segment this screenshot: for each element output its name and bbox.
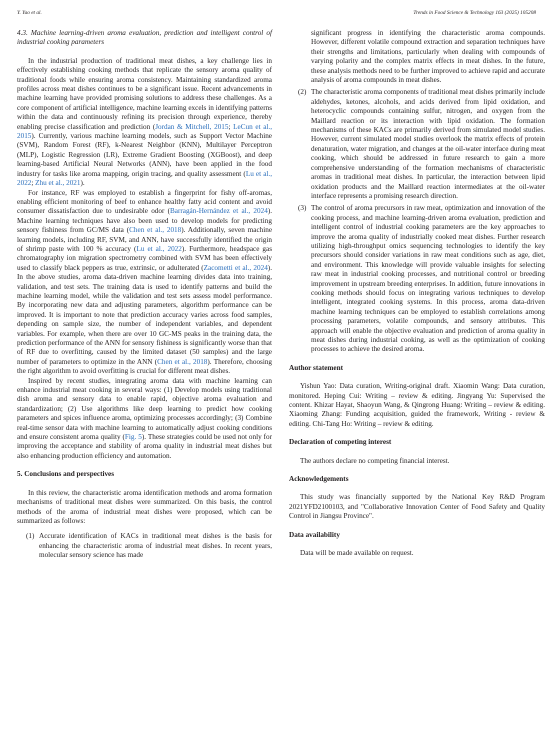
paragraph bbox=[17, 189, 272, 377]
citation-link[interactable]: Chen et al., 2018 bbox=[129, 226, 182, 235]
section-title: 5. Conclusions and perspectives bbox=[17, 470, 115, 479]
list-text: significant progress in identifying the characteristic aroma compounds. However, different volatile compound extraction and separation techniques have their strengths and limitations, particularly when dealing with compounds of varying polarity and the complex matrix effects in meat dishes. In the future, these analysis methods need to be further improved to achieve rapid and accurate analysis of aroma compounds in meat dishes. bbox=[311, 29, 545, 85]
text-run: ). bbox=[80, 179, 85, 188]
right-column bbox=[289, 29, 545, 559]
subsection-title: 4.3. Machine learning-driven aroma evaluation, prediction and intelligent control of industrial cooking parameters bbox=[17, 29, 272, 47]
citation-link[interactable]: Lu et al., 2022 bbox=[136, 244, 182, 253]
citation-link[interactable]: Barragán-Hernández et al., 2024 bbox=[169, 207, 268, 216]
citation-link[interactable]: Lu et al., 2022 bbox=[17, 169, 272, 188]
citation-link[interactable]: Jordan & Mitchell, 2015 bbox=[155, 122, 229, 131]
text-run: Inspired by recent studies, integrating aroma data with machine learning can enhance industrial meat cooking in several ways: (1) Develop models using traditional dish aroma and sensory data to enable rapid, objective aroma evaluation and standardization; (2) Use algorithms like deep learning to predict how cooking parameters and spices influence aroma, optimizing processes accordingly; (3) Combine real-time sensor data with machine learning to automatically adjust cooking conditions and ensure consistent aroma quality ( bbox=[17, 376, 272, 442]
running-header bbox=[17, 10, 536, 20]
citation-link[interactable]: Zacometti et al., 2024 bbox=[203, 263, 268, 272]
text-run: ). Currently, various machine learning models, such as Support Vector Machine (SVM), Random Forest (RF), k-Nearest Neighbor (KNN), Multilayer Perceptron (MLP), Logistic Regression (LR), Extreme Gradient Boosting (XGBoost), and deep learning-based Artificial Neural Networks (ANN), have been applied in the food industry for tasks like aroma mapping, origin tracing, and quality assessment ( bbox=[17, 132, 272, 178]
text-run: ; bbox=[31, 179, 36, 188]
list-number: (2) bbox=[298, 88, 307, 97]
paragraph bbox=[17, 377, 272, 462]
list-number: (1) bbox=[26, 532, 35, 541]
text-run: ). These strategies could be used not only for improving the acceptance and stability of aroma quality in industrial meat dishes but also enhancing production efficiency and automation. bbox=[17, 433, 272, 460]
list-number: (3) bbox=[298, 204, 307, 213]
list-text: The characteristic aroma components of traditional meat dishes primarily include aldehydes, ketones, alcohols, and acids derived from lipid oxidation, and heterocyclic compounds containing sulfur, nitrogen, and oxygen from the Maillard reaction or its interaction with lipid oxidation. The formation mechanisms of these KACs are primarily derived from simulated model studies. However, current simulated model studies overlook the matrix effects of protein denaturation, water migration, and changes at the oil-water interface during meat cooking, which should be addressed in future research to gain a more comprehensive understanding of the formation mechanisms of characteristic aromas in traditional meat dishes. In particular, the interaction between lipid oxidation products and the Maillard reaction intermediates at the oil-water interface represents a promising research direction. bbox=[311, 88, 545, 200]
text-run: In the industrial production of traditional meat dishes, a key challenge lies in effectively establishing cooking methods that replicate the sensory aroma quality of traditional foods while ensuring aroma consistency. Maintaining standardized aroma profiles across meat dishes continues to be a significant issue. Recent advancements in machine learning have provided promising solutions to address these challenges. As a core component of artificial intelligence, machine learning excels in identifying patterns within the data and continuously refining its precision through experience, thereby enabling precise classification and prediction ( bbox=[17, 56, 272, 131]
list-item bbox=[17, 532, 272, 560]
acknowledgements-title: Acknowledgements bbox=[289, 475, 349, 484]
competing-interest-text: The authors declare no competing financial interest. bbox=[300, 456, 450, 465]
list-text: The control of aroma precursors in raw meat, optimization and innovation of the cooking process, and machine learning-driven aroma evaluation, prediction and intelligent control of industrial cooking parameters are the key approaches to improve the aroma quality of industrially cooked meat dishes. Further research utilizing high-throughput omics sequencing technologies to identify the key precursors should consider variations in raw meat conditions such as age, diet, and environment. This knowledge will provide valuable insights for selecting raw meat in industrial cooking processes, and nutritional control or breeding improvement in upstream breeding enterprises. In addition, future innovations in cooking methods should focus on integrating various techniques to develop intelligent, integrated cooking systems. In this process, aroma data-driven machine learning techniques can be employed to establish correlations among processing parameters, volatile compounds, and sensory attributes. This approach will enable the objective evaluation and prediction of aroma quality in meat dishes during industrial cooking, as well as the optimization of cooking processes to achieve the desired aroma. bbox=[311, 204, 545, 354]
list-item bbox=[289, 88, 545, 201]
header-authors: Y. Yao et al. bbox=[17, 10, 42, 16]
text-run: ). Additionally, seven machine learning models, including RF, SVM, and ANN, have successfully identified the origin of shrimp paste with 100 % accuracy ( bbox=[17, 226, 273, 253]
text-run: ). Furthermore, headspace gas chromatography ion migration spectrometry combined with SVM has been effectively used to classify black peppers as true, extrinsic, or adulterated ( bbox=[17, 244, 273, 272]
author-statement-text: Yishun Yao: Data curation, Writing-original draft. Xiaomin Wang: Data curation, monitored. Heping Cui: Writing – review & editing. Jingyang Yu: Supervised the content. Khizar Hayat, Shaoyun Wang, & Qingrong Huang: Writing – review & editing. Xiaoming Zhang: Funding acquisition, guided the framework, Writing - review & editing. Chi-Tang Ho: Writing – review & editing. bbox=[289, 382, 545, 428]
author-statement-title: Author statement bbox=[289, 363, 343, 372]
paragraph bbox=[17, 57, 272, 189]
list-text: Accurate identification of KACs in traditional meat dishes is the basis for enhancing the characteristic aroma of industrial meat dishes. In recent years, molecular sensory science has made bbox=[39, 532, 272, 560]
data-availability-title: Data availability bbox=[289, 530, 340, 539]
conclusion-list bbox=[17, 532, 272, 560]
acknowledgements-text: This study was financially supported by the National Key R&D Program 2021YFD2100103, and "Collaborative Innovation Center of Food Safety and Quality Control in Jiangsu Province". bbox=[289, 493, 545, 521]
text-run: ). In the above studies, aroma data-driven machine learning divides data into training, validation, and test sets. The training data is used to identify patterns and build the machine learning model, while the validation and test sets assess model performance. By incorporating new data and adjusting parameters, algorithm performance can be improved. It is important to note that prediction accuracy varies across food samples, depending on sample size, the number of independent variables, and dependent variables. For example, when there are over 10 GC-MS peaks in the training data, the prediction performance of the ANN for sensory fishiness is significantly worse than that of RF due to overfitting, caused by the limited dataset (50 samples) and the large number of parameters to optimize in the ANN ( bbox=[17, 263, 272, 366]
text-run: ; bbox=[228, 122, 234, 131]
list-item bbox=[289, 29, 545, 85]
header-journal: Trends in Food Science & Technology 163 (2025) 105208 bbox=[413, 10, 536, 16]
left-column bbox=[17, 29, 272, 564]
text-run: ). Machine learning techniques have also been used to develop models for predicting sensory fishiness from GC/MS data ( bbox=[17, 207, 273, 235]
citation-link[interactable]: Chen et al., 2018 bbox=[157, 357, 208, 366]
data-availability-text: Data will be made available on request. bbox=[300, 549, 414, 558]
text-run: ). Therefore, choosing the right algorithm to avoid overfitting is crucial for different meat dishes. bbox=[17, 357, 273, 376]
citation-link[interactable]: Fig. 5 bbox=[124, 433, 142, 442]
competing-interest-title: Declaration of competing interest bbox=[289, 438, 392, 447]
list-item bbox=[289, 204, 545, 355]
paragraph: In this review, the characteristic aroma identification methods and aroma formation mechanisms of traditional meat dishes were summarized. On this basis, the control methods of the aroma of industrial meat dishes were proposed, which can be summarized as follows: bbox=[17, 488, 272, 525]
citation-link[interactable]: Zhu et al., 2021 bbox=[35, 179, 81, 188]
text-run: For instance, RF was employed to establish a fingerprint for fishy off-aromas, enabling efficient monitoring of beef to enhance healthy fatty acid content and avoid consumer dissatisfaction due to undesirable odor ( bbox=[17, 188, 272, 216]
conclusion-list-cont bbox=[289, 29, 545, 355]
citation-link[interactable]: LeCun et al., 2015 bbox=[17, 122, 273, 141]
